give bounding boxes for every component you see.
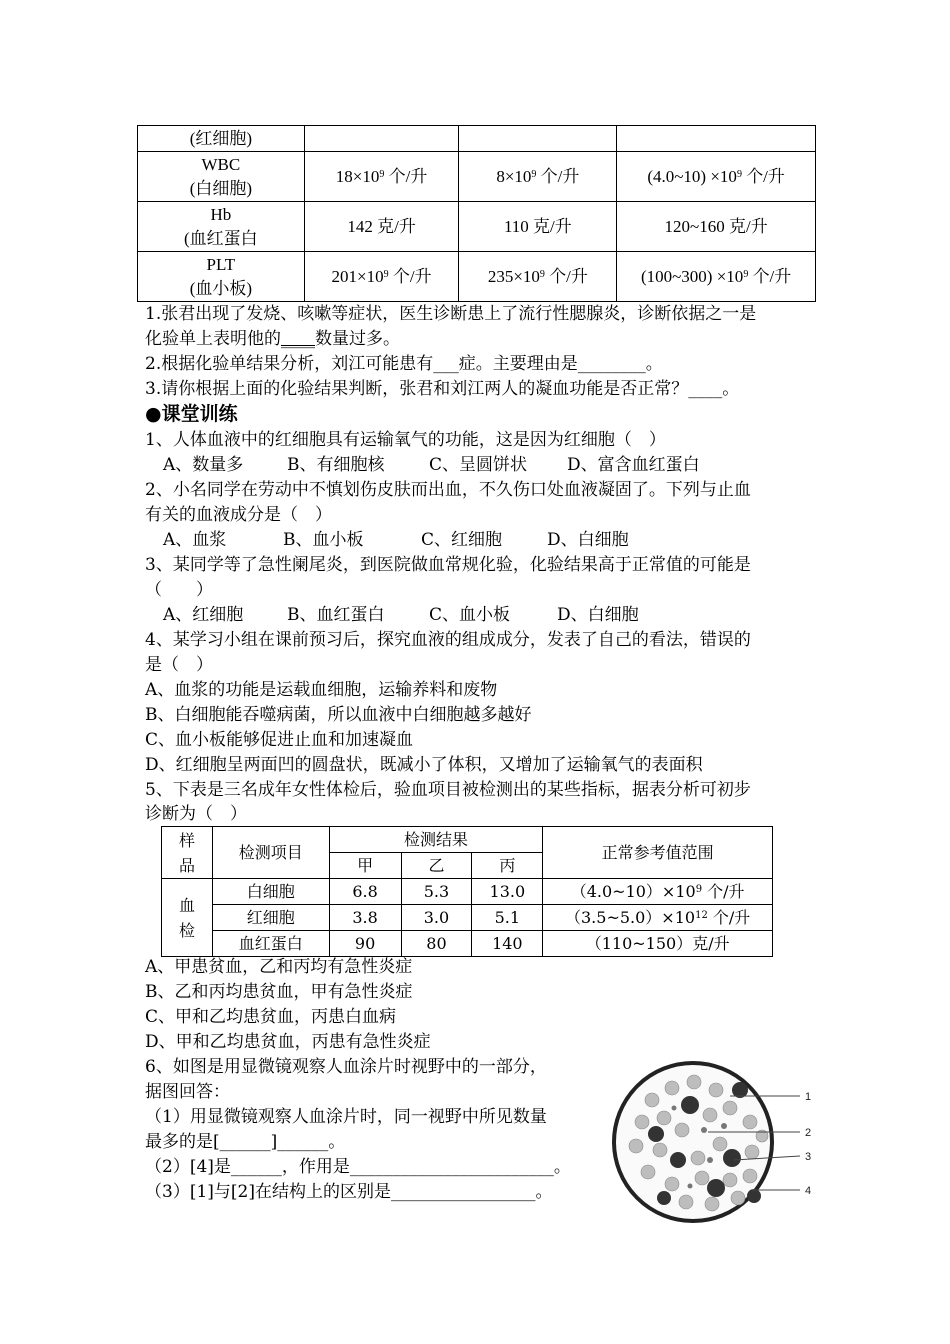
option-b[interactable]: B、有细胞核: [287, 455, 385, 475]
option-c[interactable]: C、呈圆饼状: [429, 455, 528, 475]
option-c[interactable]: C、血小板: [429, 605, 511, 625]
table-cell: $8\times 10^9$ 个/升: [459, 152, 617, 202]
table-cell: $18\times 10^9$ 个/升: [304, 152, 459, 202]
question-text: 3.请你根据上面的化验结果判断，张君和刘江两人的凝血功能是否正常？____。: [145, 379, 740, 399]
option-d[interactable]: D、白细胞: [547, 530, 629, 550]
option-a[interactable]: A、数量多: [163, 455, 244, 475]
option-d[interactable]: D、白细胞: [557, 605, 639, 625]
table-row: [138, 252, 816, 302]
option-b[interactable]: B、乙和丙均患贫血，甲有急性炎症: [145, 982, 413, 1002]
answer-blank[interactable]: _________________: [390, 1182, 536, 1202]
table-cell: $(3.5\sim 5.0)\times 10^{12}$ 个/升: [543, 905, 773, 931]
question-stem: 5、下表是三名成年女性体检后，验血项目被检测出的某些指标，据表分析可初步: [145, 780, 751, 800]
row-label: Hb: [210, 204, 232, 224]
sub-question[interactable]: 最多的是[______]______。: [145, 1132, 346, 1152]
table-cell: （110~150）克/升: [543, 931, 773, 957]
table-cell: 白细胞: [212, 879, 329, 905]
option-c[interactable]: C、血小板能够促进止血和加速凝血: [145, 730, 414, 750]
table-cell: [138, 152, 305, 202]
header-cell: 甲: [329, 853, 401, 879]
question-text: 2.根据化验单结果分析，刘江可能患有___症。主要理由是________。: [145, 354, 663, 374]
table-cell: 80: [401, 931, 472, 957]
table-cell: $201\times 10^9$ 个/升: [304, 252, 459, 302]
table-cell: 3.0: [401, 905, 472, 931]
option-a[interactable]: A、血浆的功能是运载血细胞，运输养料和废物: [145, 680, 498, 700]
table-cell: $235\times 10^9$ 个/升: [459, 252, 617, 302]
table-cell: 90: [329, 931, 401, 957]
answer-blank[interactable]: ___: [433, 354, 459, 374]
table-cell: [617, 126, 816, 152]
table-cell: 3.8: [329, 905, 401, 931]
header-cell: 检测项目: [212, 827, 329, 879]
header-cell: 样 品: [162, 827, 213, 879]
figure-label: 3: [805, 1151, 812, 1163]
table-cell: 110 克/升: [459, 202, 617, 252]
table-cell: [459, 126, 617, 152]
option-d[interactable]: D、红细胞呈两面凹的圆盘状，既减小了体积，又增加了运输氧气的表面积: [145, 755, 703, 775]
table-row: [162, 879, 773, 905]
table-cell: [304, 126, 459, 152]
table-cell: 142 克/升: [304, 202, 459, 252]
table-row: [162, 827, 773, 853]
option-c[interactable]: C、红细胞: [421, 530, 503, 550]
question-stem: 1、人体血液中的红细胞具有运输氧气的功能，这是因为红细胞（ ）: [145, 430, 666, 450]
option-d[interactable]: D、富含血红蛋白: [567, 455, 700, 475]
options-row: [163, 603, 639, 628]
option-b[interactable]: B、白细胞能吞噬病菌，所以血液中白细胞越多越好: [145, 705, 532, 725]
sample-cell: 血 检: [162, 879, 213, 957]
table-cell: [138, 252, 305, 302]
row-label: PLT: [206, 254, 236, 274]
table-cell: 140: [472, 931, 543, 957]
row-label: (白细胞): [189, 178, 253, 198]
table-row: [162, 905, 773, 931]
row-label: (血小板): [189, 278, 253, 298]
table-row: [138, 202, 816, 252]
results-table: [161, 826, 773, 957]
header-cell: 乙: [401, 853, 472, 879]
option-a[interactable]: A、甲患贫血，乙和丙均有急性炎症: [145, 957, 413, 977]
header-cell: 丙: [472, 853, 543, 879]
figure-label: 2: [805, 1127, 812, 1139]
section-title: ●课堂训练: [145, 403, 238, 425]
option-b[interactable]: B、血红蛋白: [287, 605, 385, 625]
sub-question: （1）用显微镜观察人血涂片时，同一视野中所见数量: [145, 1107, 547, 1127]
option-c[interactable]: C、甲和乙均患贫血，丙患白血病: [145, 1007, 397, 1027]
table-cell: 13.0: [472, 879, 543, 905]
answer-blank[interactable]: ____: [281, 329, 315, 349]
table-cell: 5.3: [401, 879, 472, 905]
table-cell: 120~160 克/升: [617, 202, 816, 252]
question-stem: 有关的血液成分是（ ）: [145, 505, 332, 525]
table-row: [138, 126, 816, 152]
question-stem: （ ）: [145, 580, 213, 600]
table-cell: (4.0~10) $\times 10^9$ 个/升: [617, 152, 816, 202]
option-a[interactable]: A、红细胞: [163, 605, 244, 625]
table-cell: 血红蛋白: [212, 931, 329, 957]
sub-question: （2）[4]是______，作用是________________________。: [145, 1157, 571, 1177]
question-stem: 4、某学习小组在课前预习后，探究血液的组成成分，发表了自己的看法，错误的: [145, 630, 751, 650]
table-row: [162, 931, 773, 957]
question-stem: 是（ ）: [145, 655, 213, 675]
options-row: [163, 453, 700, 478]
question-stem: 6、如图是用显微镜观察人血涂片时视野中的一部分，: [145, 1057, 547, 1077]
table-cell: 红细胞: [212, 905, 329, 931]
header-cell: 检测结果: [329, 827, 543, 853]
blood-test-table: [137, 125, 816, 302]
table-cell: (红细胞): [138, 126, 305, 152]
sub-question: （3）[1]与[2]在结构上的区别是_________________。: [145, 1182, 553, 1202]
answer-blank[interactable]: ____: [688, 379, 723, 399]
options-row: [163, 528, 629, 553]
figure-label: 1: [805, 1091, 812, 1103]
question-stem: 据图回答：: [145, 1082, 230, 1102]
option-b[interactable]: B、血小板: [283, 530, 364, 550]
table-row: [138, 152, 816, 202]
table-cell: 6.8: [329, 879, 401, 905]
option-a[interactable]: A、血浆: [163, 530, 227, 550]
row-label: (血红蛋白: [184, 228, 258, 248]
table-cell: [138, 202, 305, 252]
row-label: WBC: [201, 154, 241, 174]
blood-smear-figure: [612, 1060, 830, 1225]
option-d[interactable]: D、甲和乙均患贫血，丙患有急性炎症: [145, 1032, 431, 1052]
table-cell: 5.1: [472, 905, 543, 931]
header-cell: 正常参考值范围: [543, 827, 773, 879]
question-stem: 3、某同学等了急性阑尾炎，到医院做血常规化验，化验结果高于正常值的可能是: [145, 555, 751, 575]
question-text: 化验单上表明他的____数量过多。: [145, 329, 400, 349]
question-stem: 诊断为（ ）: [145, 804, 247, 824]
table-cell: (100~300) $\times 10^9$ 个/升: [617, 252, 816, 302]
question-text: 1.张君出现了发烧、咳嗽等症状，医生诊断患上了流行性腮腺炎，诊断依据之一是: [145, 304, 757, 324]
answer-blank[interactable]: ________: [577, 354, 646, 374]
question-stem: 2、小名同学在劳动中不慎划伤皮肤而出血，不久伤口处血液凝固了。下列与止血: [145, 480, 751, 500]
figure-label: 4: [805, 1185, 812, 1197]
answer-blank[interactable]: ________________________: [349, 1157, 554, 1177]
table-cell: $(4.0\sim 10)\times 10^9$ 个/升: [543, 879, 773, 905]
